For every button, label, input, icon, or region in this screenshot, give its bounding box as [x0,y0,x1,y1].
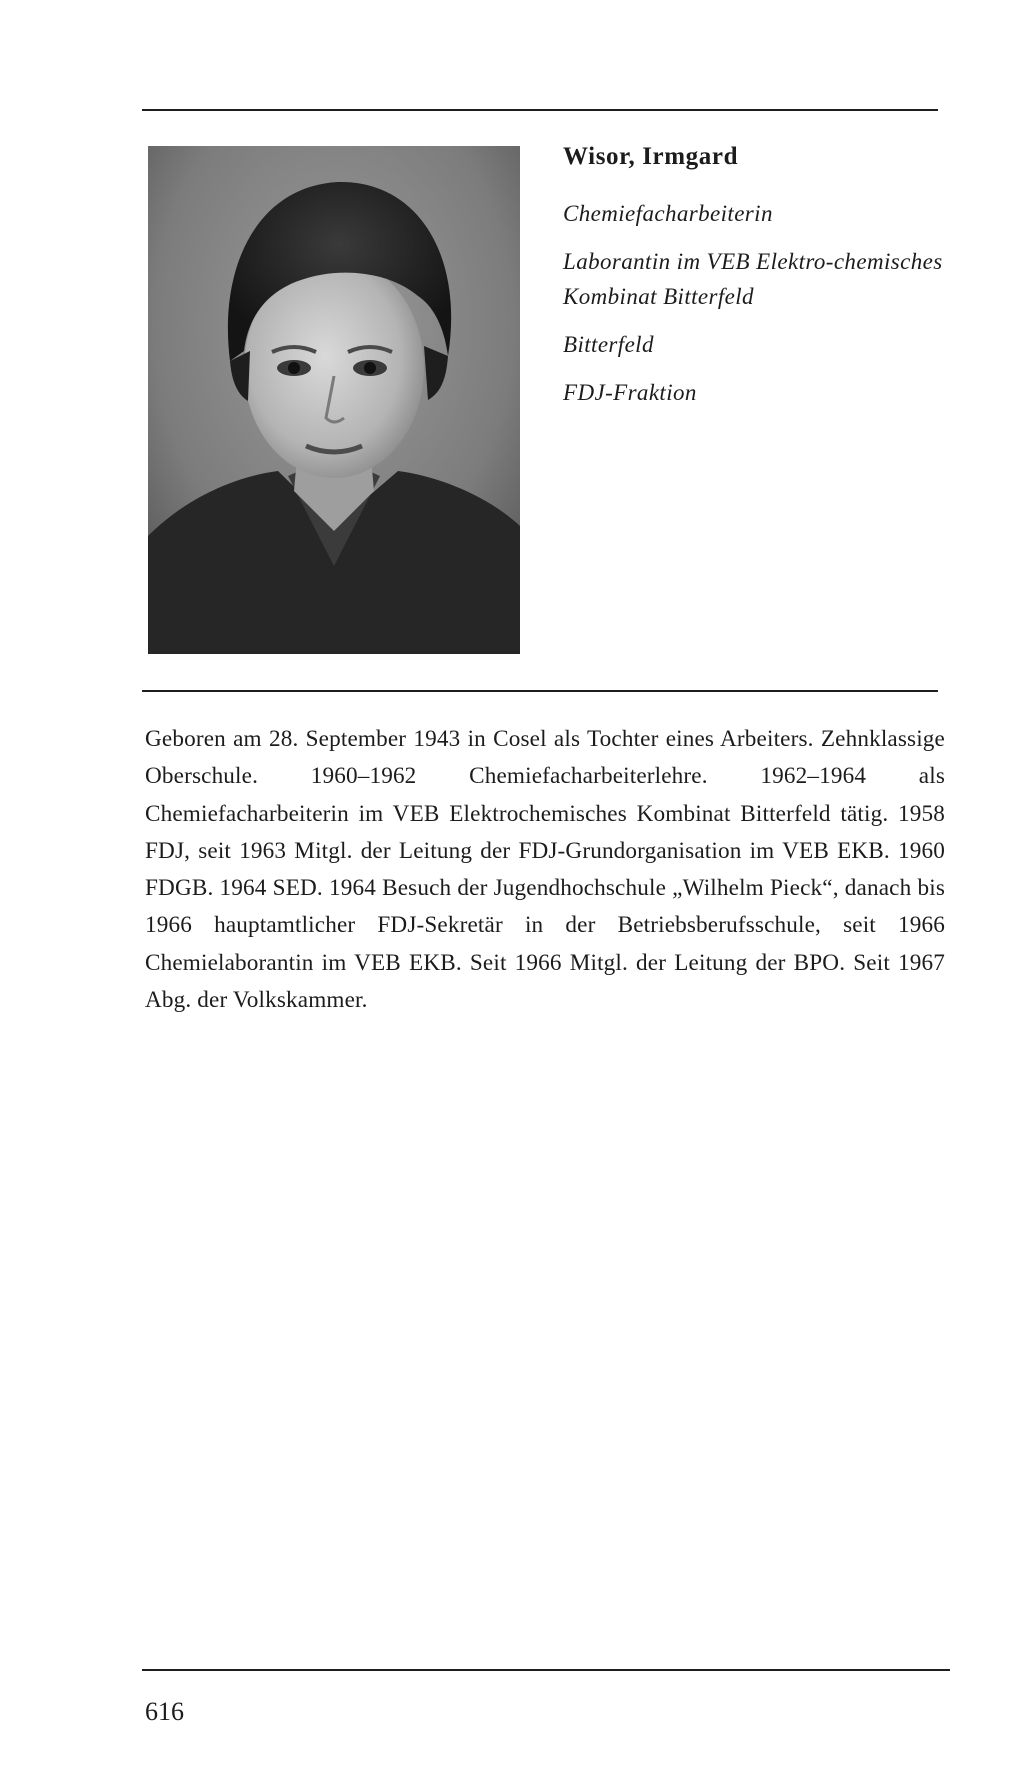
portrait-image [148,146,520,654]
entry-biography: Geboren am 28. September 1943 in Cosel als Tochter eines Arbeiters. Zehnklassige Oberschule. 1960–1962 Chemiefacharbeiterlehre. 1962–1964 als Chemiefacharbeiterin im VEB Elektrochemisches Kombinat Bitterfeld tätig. 1958 FDJ, seit 1963 Mitgl. der Leitung der FDJ-Grundorganisation im VEB EKB. 1960 FDGB. 1964 SED. 1964 Besuch der Jugendhochschule „Wilhelm Pieck“, danach bis 1966 hauptamtlicher FDJ-Sekretär in der Betriebsberufsschule, seit 1966 Chemielaborantin im VEB EKB. Seit 1966 Mitgl. der Leitung der BPO. Seit 1967 Abg. der Volkskammer. [145,726,945,1014]
entry-faction: FDJ-Fraktion [563,380,697,405]
entry-header [563,142,943,423]
entry-name: Wisor, Irmgard [563,143,739,170]
entry-occupation: Chemiefacharbeiterin [563,201,773,226]
top-rule [142,109,938,111]
entry-position: Laborantin im VEB Elektro-chemisches Kombinat Bitterfeld [563,249,943,309]
bottom-rule [142,1669,950,1671]
page-number: 616 [145,1697,184,1726]
entry-constituency: Bitterfeld [563,332,654,357]
portrait-photo [148,146,520,654]
middle-rule [142,690,938,692]
